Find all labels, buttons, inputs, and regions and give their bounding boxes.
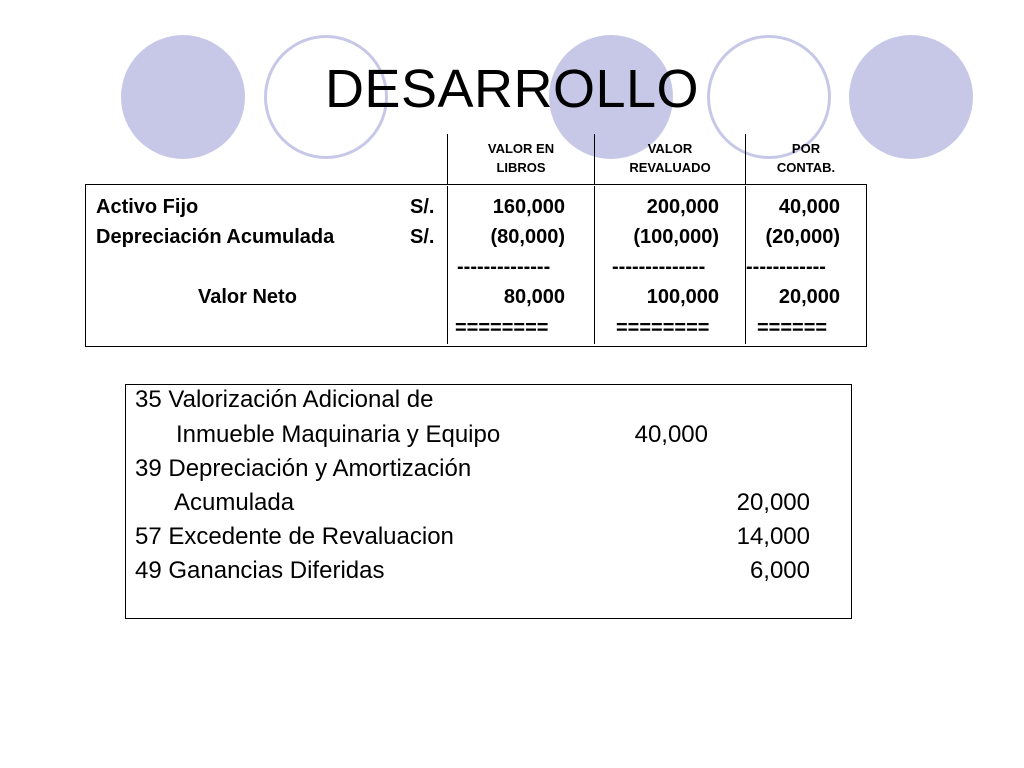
- currency-symbol: S/.: [410, 226, 435, 248]
- table-cell: 80,000: [503, 286, 565, 308]
- row-label: Depreciación Acumulada: [96, 226, 335, 248]
- column-header-to-record: [745, 134, 866, 184]
- credit-amount: 20,000: [736, 489, 810, 516]
- journal-line: Inmueble Maquinaria y Equipo: [176, 421, 501, 448]
- table-cell: 20,000: [778, 286, 840, 308]
- column-header-line: REVALUADO: [629, 160, 711, 175]
- debit-amount: 40,000: [634, 421, 708, 448]
- credit-amount: 14,000: [736, 523, 810, 550]
- subtotal-rule: --------------: [457, 256, 551, 278]
- table-cell: 40,000: [778, 196, 840, 218]
- slide-title: DESARROLLO: [324, 59, 700, 119]
- journal-line: 49 Ganancias Diferidas: [135, 557, 385, 584]
- table-cell: 160,000: [492, 196, 565, 218]
- total-double-rule: ======: [757, 317, 828, 339]
- column-header-line: VALOR EN: [487, 141, 555, 156]
- column-header-revalued: [594, 134, 745, 184]
- table-cell: 200,000: [646, 196, 719, 218]
- column-header-book-value: [447, 134, 594, 184]
- journal-line: Acumulada: [174, 489, 295, 516]
- row-label: Activo Fijo: [96, 196, 199, 218]
- column-header-line: POR: [791, 141, 821, 156]
- currency-symbol: S/.: [410, 196, 435, 218]
- total-double-rule: ========: [455, 317, 549, 339]
- table-cell: 100,000: [646, 286, 719, 308]
- journal-line: 35 Valorización Adicional de: [135, 386, 434, 413]
- credit-amount: 6,000: [749, 557, 810, 584]
- journal-line: 57 Excedente de Revaluacion: [135, 523, 454, 550]
- column-divider: [447, 186, 448, 344]
- column-header-line: CONTAB.: [776, 160, 836, 175]
- net-value-label: Valor Neto: [198, 286, 297, 308]
- table-cell: (20,000): [765, 226, 840, 248]
- column-divider: [594, 186, 595, 344]
- table-cell: (100,000): [633, 226, 719, 248]
- column-header-line: LIBROS: [496, 160, 546, 175]
- column-header-line: VALOR: [647, 141, 693, 156]
- subtotal-rule: ------------: [746, 256, 826, 278]
- journal-line: 39 Depreciación y Amortización: [135, 455, 472, 482]
- table-cell: (80,000): [490, 226, 565, 248]
- total-double-rule: ========: [616, 317, 710, 339]
- subtotal-rule: --------------: [612, 256, 706, 278]
